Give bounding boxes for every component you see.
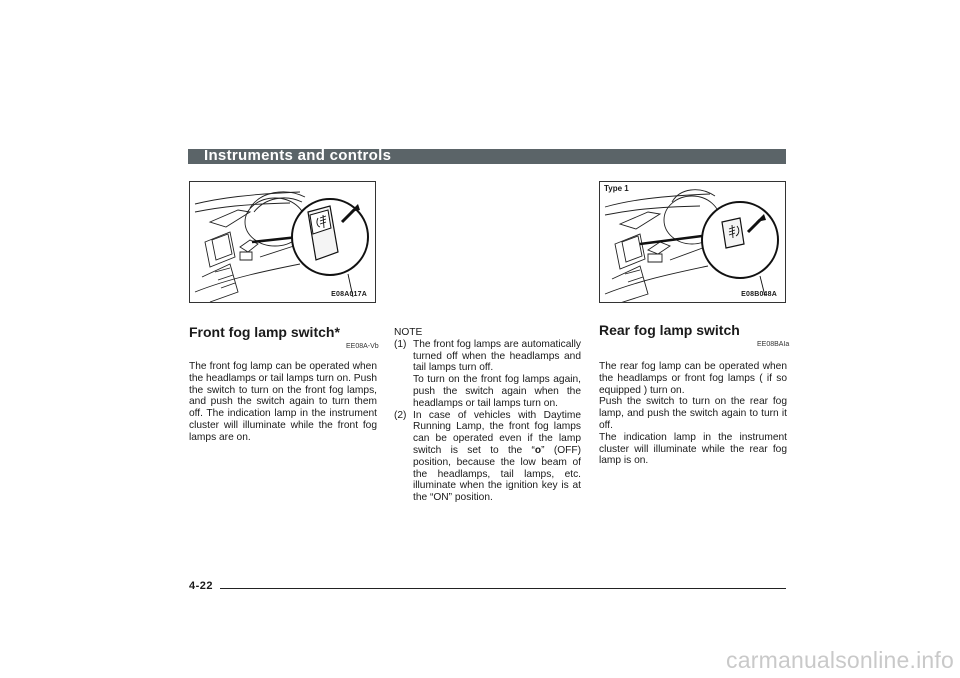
note-number: (1) xyxy=(394,338,407,350)
note-paragraph: The front fog lamps are automatically turned off when the headlamps and tail lamps turn off. xyxy=(413,338,581,374)
front-fog-switch-illustration xyxy=(189,181,376,303)
note-item xyxy=(394,410,581,504)
note-paragraph: To turn on the front fog lamps again, push the switch again when the headlamps or tail lamps turn on. xyxy=(413,374,581,409)
note-text xyxy=(413,339,581,410)
footer-divider xyxy=(220,588,786,589)
note-number: (2) xyxy=(394,409,407,421)
note-paragraph: ” (OFF) position, because the low beam of the headlamps, tail lamps, etc. illuminate when the ignition key is at the “ON” position. xyxy=(413,444,581,504)
section-header-title: Instruments and controls xyxy=(204,147,392,164)
section-code: EE08A-Vb xyxy=(346,343,379,350)
dashboard-drawing xyxy=(600,182,786,303)
body-paragraph: The indication lamp in the instrument cluster will illuminate while the rear fog lamp is on. xyxy=(599,431,787,467)
rear-fog-lamp-title: Rear fog lamp switch xyxy=(599,322,740,338)
note-label: NOTE xyxy=(394,327,423,338)
body-paragraph: The rear fog lamp can be operated when the headlamps or front fog lamps ( if so equipped ) turn on. xyxy=(599,361,787,396)
note-block xyxy=(394,327,581,504)
body-paragraph: Push the switch to turn on the rear fog lamp, and push the switch again to turn it off. xyxy=(599,396,787,431)
watermark: carmanualsonline.info xyxy=(726,647,954,673)
front-fog-lamp-text: The front fog lamp can be operated when the headlamps or tail lamps turn on. Push the switch to turn on the front fog lamps, and push the switch again to turn them off. The indication lamp in the instrument cluster will illuminate while the front fog lamps are on. xyxy=(189,361,378,443)
front-fog-lamp-title: Front fog lamp switch* xyxy=(189,324,340,340)
note-text xyxy=(413,410,581,504)
page-number: 4-22 xyxy=(189,580,214,592)
rear-fog-lamp-text xyxy=(599,361,787,467)
note-item xyxy=(394,339,581,410)
figure-code: E08A017A xyxy=(331,291,367,298)
note-paragraph: In case of vehicles with Daytime Running Lamp, the front fog lamps can be operated even if the lamp switch is set to the “ xyxy=(413,409,581,456)
rear-fog-switch-illustration xyxy=(599,181,786,303)
off-symbol-icon: o xyxy=(534,444,542,456)
figure-code: E08B048A xyxy=(741,291,777,298)
figure-type-label: Type 1 xyxy=(604,184,629,193)
section-code: EE08BAIa xyxy=(757,341,790,348)
dashboard-drawing xyxy=(190,182,376,303)
